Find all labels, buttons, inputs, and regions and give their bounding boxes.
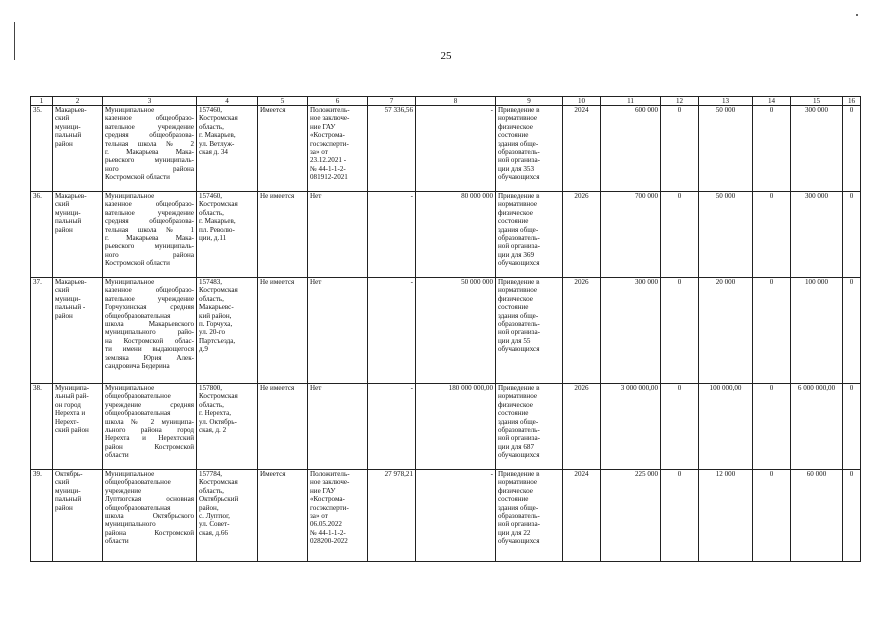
cell-line: рьевского муниципаль- (105, 242, 194, 251)
cell-line: здания обще- (498, 225, 539, 234)
expertise-cell (308, 470, 368, 562)
cell-line: образователь- (498, 320, 540, 329)
cell-line: ное заключе- (310, 478, 350, 487)
cell-line: вательное учреждение (105, 294, 194, 303)
cell-line: область, (199, 208, 224, 217)
cell-line: Октябрьский (199, 495, 239, 504)
cell-line: «Кострома- (310, 131, 345, 140)
cell-line: казенное общеобразо- (105, 114, 194, 123)
cell-line: ская д. 34 (199, 148, 228, 157)
row-number: 39. (31, 470, 53, 562)
cell-line: г. Макарьева Мака- (105, 234, 194, 243)
cell-line: ул. Октябрь- (199, 417, 237, 426)
value-col16: 0 (843, 278, 861, 384)
cell-line: Приведение в (498, 106, 540, 114)
value-col7: - (368, 278, 416, 384)
cell-line: ного района (105, 250, 194, 259)
cell-line: Нерехта и Нерехтский (105, 434, 194, 443)
value-col11: 300 000 (601, 278, 661, 384)
row-number: 38. (31, 384, 53, 470)
cell-line: здания обще- (498, 311, 539, 320)
cell-line: Муниципальное (105, 192, 155, 200)
year-cell: 2024 (563, 470, 601, 562)
cell-line: Муниципа- (55, 384, 90, 392)
value-col13: 50 000 (699, 192, 753, 278)
cell-line: Нерехта и (55, 409, 86, 418)
cell-line: Приведение в (498, 278, 540, 286)
institution-cell (103, 192, 197, 278)
cell-line: ной организа- (498, 156, 540, 165)
design-doc-status: Не имеется (258, 384, 308, 470)
value-col8: 180 000 000,00 (416, 384, 496, 470)
value-col12: 0 (661, 192, 699, 278)
cell-line: школа Макарьевского (105, 320, 194, 329)
cell-line: физическое (498, 208, 533, 217)
table-row (31, 278, 861, 384)
cell-line: вательное учреждение (105, 122, 194, 131)
column-number: 8 (416, 97, 496, 106)
cell-line: Костромская (199, 286, 238, 295)
value-col12: 0 (661, 106, 699, 192)
scan-speck (856, 14, 858, 16)
cell-line: муници- (55, 208, 81, 217)
column-number: 2 (53, 97, 103, 106)
value-col15: 60 000 (791, 470, 843, 562)
cell-line: г. Нерехта, (199, 409, 232, 418)
value-col16: 0 (843, 384, 861, 470)
cell-line: г. Макарьева Мака- (105, 148, 194, 157)
cell-line: Нет (310, 192, 322, 200)
page-number: 25 (440, 50, 452, 62)
cell-line: г. Макарьев, (199, 131, 236, 140)
cell-line: ский (55, 478, 70, 487)
cell-line: физическое (498, 122, 533, 131)
address-cell (197, 106, 258, 192)
cell-line: область, (199, 400, 224, 409)
cell-line: обучающихся (498, 537, 540, 546)
cell-line: № 44-1-1-2- (310, 528, 346, 537)
cell-line: общеобразовательная (105, 409, 171, 418)
cell-line: п. Горчуха, (199, 320, 233, 329)
cell-line: 081912-2021 (310, 173, 348, 182)
cell-line: Макарьевс- (199, 303, 234, 312)
cell-line: пальный - (55, 303, 86, 312)
value-col12: 0 (661, 470, 699, 562)
cell-line: Костромская (199, 392, 238, 401)
cell-line: Приведение в (498, 192, 540, 200)
institution-cell (103, 470, 197, 562)
cell-line: нормативное (498, 478, 538, 487)
column-number: 10 (563, 97, 601, 106)
purpose-cell (496, 384, 563, 470)
expertise-cell (308, 384, 368, 470)
cell-line: ное заключе- (310, 114, 350, 123)
cell-line: физическое (498, 486, 533, 495)
value-col14: 0 (753, 106, 791, 192)
cell-line: района Костромской (105, 528, 194, 537)
year-cell: 2026 (563, 192, 601, 278)
cell-line: обучающихся (498, 451, 540, 460)
cell-line: сандровича Бедерина (105, 362, 170, 371)
cell-line: № 44-1-1-2- (310, 164, 346, 173)
cell-line: район (55, 503, 73, 512)
cell-line: ции для 353 (498, 164, 534, 173)
value-col14: 0 (753, 278, 791, 384)
value-col12: 0 (661, 278, 699, 384)
cell-line: Луптюгская основная (105, 495, 194, 504)
cell-line: д.9 (199, 345, 208, 354)
cell-line: пл. Револю- (199, 225, 235, 234)
year-cell: 2026 (563, 384, 601, 470)
cell-line: ции для 687 (498, 442, 534, 451)
cell-line: учреждение средняя (105, 400, 194, 409)
cell-line: за» от (310, 512, 328, 521)
cell-line: 157460, (199, 106, 223, 114)
cell-line: район Костромской (105, 442, 194, 451)
cell-line: на Костромской облас- (105, 336, 194, 345)
table-row (31, 470, 861, 562)
cell-line: госэксперти- (310, 139, 349, 148)
cell-line: Костромская (199, 478, 238, 487)
cell-line: общеобразовательная (105, 311, 171, 320)
cell-line: Макарьев- (55, 278, 87, 286)
value-col13: 20 000 (699, 278, 753, 384)
cell-line: г. Макарьев, (199, 217, 236, 226)
column-number: 11 (601, 97, 661, 106)
cell-line: области (105, 451, 129, 460)
cell-line: Положитель- (310, 470, 350, 478)
cell-line: Макарьев- (55, 106, 87, 114)
institution-cell (103, 384, 197, 470)
column-number: 6 (308, 97, 368, 106)
cell-line: Нет (310, 278, 322, 286)
cell-line: обучающихся (498, 259, 540, 268)
value-col15: 100 000 (791, 278, 843, 384)
design-doc-status: Не имеется (258, 278, 308, 384)
cell-line: нормативное (498, 286, 538, 295)
table-row (31, 106, 861, 192)
cell-line: Положитель- (310, 106, 350, 114)
value-col8: 80 000 000 (416, 192, 496, 278)
column-number: 15 (791, 97, 843, 106)
cell-line: ции, д.11 (199, 234, 227, 243)
cell-line: физическое (498, 294, 533, 303)
cell-line: муниципального райо- (105, 328, 194, 337)
row-number: 37. (31, 278, 53, 384)
address-cell (197, 470, 258, 562)
cell-line: Макарьев- (55, 192, 87, 200)
cell-line: казенное общеобразо- (105, 286, 194, 295)
cell-line: ская, д.66 (199, 528, 228, 537)
cell-line: ул. Ветлуж- (199, 139, 235, 148)
value-col8: - (416, 470, 496, 562)
cell-line: область, (199, 486, 224, 495)
cell-line: средняя общеобразова- (105, 217, 194, 226)
value-col12: 0 (661, 384, 699, 470)
purpose-cell (496, 192, 563, 278)
cell-line: состояние (498, 217, 529, 226)
cell-line: ский (55, 114, 70, 123)
cell-line: здания обще- (498, 417, 539, 426)
district-cell (53, 192, 103, 278)
cell-line: муници- (55, 122, 81, 131)
cell-line: Нет (310, 384, 322, 392)
table-row (31, 192, 861, 278)
cell-line: Костромская (199, 114, 238, 123)
value-col7: 27 978,21 (368, 470, 416, 562)
column-number: 9 (496, 97, 563, 106)
cell-line: область, (199, 294, 224, 303)
year-cell: 2024 (563, 106, 601, 192)
cell-line: район (55, 225, 73, 234)
value-col15: 300 000 (791, 106, 843, 192)
cell-line: состояние (498, 303, 529, 312)
cell-line: 157800, (199, 384, 223, 392)
cell-line: кий район, (199, 311, 232, 320)
cell-line: общеобразовательная (105, 503, 171, 512)
value-col16: 0 (843, 470, 861, 562)
cell-line: район, (199, 503, 219, 512)
value-col7: - (368, 384, 416, 470)
cell-line: пальный (55, 131, 82, 140)
cell-line: образователь- (498, 426, 540, 435)
cell-line: школа № 2 муниципа- (105, 417, 194, 426)
address-cell (197, 278, 258, 384)
cell-line: льный рай- (55, 392, 89, 401)
cell-line: «Кострома- (310, 495, 345, 504)
value-col13: 12 000 (699, 470, 753, 562)
cell-line: район (55, 311, 73, 320)
address-cell (197, 192, 258, 278)
expertise-cell (308, 192, 368, 278)
value-col16: 0 (843, 106, 861, 192)
cell-line: области (105, 537, 129, 546)
cell-line: казенное общеобразо- (105, 200, 194, 209)
cell-line: Костромская (199, 200, 238, 209)
year-cell: 2026 (563, 278, 601, 384)
cell-line: муниципального (105, 520, 156, 529)
district-cell (53, 278, 103, 384)
value-col14: 0 (753, 192, 791, 278)
expertise-cell (308, 106, 368, 192)
cell-line: ции для 369 (498, 250, 534, 259)
cell-line: 23.12.2021 - (310, 156, 347, 165)
cell-line: ние ГАУ (310, 486, 336, 495)
cell-line: Октябрь- (55, 470, 83, 478)
cell-line: пальный (55, 495, 82, 504)
cell-line: состояние (498, 409, 529, 418)
column-number: 1 (31, 97, 53, 106)
cell-line: пальный (55, 217, 82, 226)
cell-line: нормативное (498, 392, 538, 401)
value-col16: 0 (843, 192, 861, 278)
cell-line: муници- (55, 294, 81, 303)
value-col13: 100 000,00 (699, 384, 753, 470)
cell-line: ние ГАУ (310, 122, 336, 131)
cell-line: ной организа- (498, 242, 540, 251)
value-col14: 0 (753, 470, 791, 562)
cell-line: 06.05.2022 (310, 520, 342, 529)
cell-line: ул. Совет- (199, 520, 230, 529)
design-doc-status: Имеется (258, 106, 308, 192)
cell-line: 157483, (199, 278, 223, 286)
column-number-row (31, 97, 861, 106)
purpose-cell (496, 470, 563, 562)
cell-line: с. Луптюг, (199, 512, 230, 521)
cell-line: состояние (498, 495, 529, 504)
cell-line: Муниципальное (105, 384, 155, 392)
column-number: 7 (368, 97, 416, 106)
cell-line: тельная школа № 2 (105, 139, 194, 148)
cell-line: Костромской области (105, 173, 170, 182)
value-col11: 600 000 (601, 106, 661, 192)
cell-line: он город (55, 400, 81, 409)
table-row (31, 384, 861, 470)
cell-line: нормативное (498, 200, 538, 209)
cell-line: обучающихся (498, 345, 540, 354)
cell-line: ции для 22 (498, 528, 531, 537)
cell-line: ной организа- (498, 434, 540, 443)
cell-line: ной организа- (498, 520, 540, 529)
column-number: 16 (843, 97, 861, 106)
cell-line: нормативное (498, 114, 538, 123)
row-number: 35. (31, 106, 53, 192)
value-col14: 0 (753, 384, 791, 470)
row-number: 36. (31, 192, 53, 278)
cell-line: ул. 20-го (199, 328, 226, 337)
cell-line: ский район (55, 426, 89, 435)
cell-line: образователь- (498, 512, 540, 521)
value-col11: 3 000 000,00 (601, 384, 661, 470)
cell-line: общеобразовательное (105, 478, 171, 487)
district-cell (53, 470, 103, 562)
district-cell (53, 384, 103, 470)
column-number: 13 (699, 97, 753, 106)
column-number: 4 (197, 97, 258, 106)
table-body (31, 106, 861, 562)
cell-line: рьевского муниципаль- (105, 156, 194, 165)
cell-line: физическое (498, 400, 533, 409)
district-cell (53, 106, 103, 192)
cell-line: госэксперти- (310, 503, 349, 512)
cell-line: образователь- (498, 234, 540, 243)
cell-line: Партсъезда, (199, 336, 236, 345)
cell-line: общеобразовательное (105, 392, 171, 401)
cell-line: состояние (498, 131, 529, 140)
address-cell (197, 384, 258, 470)
cell-line: Костромской области (105, 259, 170, 268)
cell-line: ский (55, 200, 70, 209)
cell-line: ной организа- (498, 328, 540, 337)
cell-line: ного района (105, 164, 194, 173)
design-doc-status: Имеется (258, 470, 308, 562)
cell-line: здания обще- (498, 139, 539, 148)
cell-line: ции для 55 (498, 336, 531, 345)
purpose-cell (496, 278, 563, 384)
cell-line: обучающихся (498, 173, 540, 182)
value-col8: - (416, 106, 496, 192)
cell-line: 157784, (199, 470, 223, 478)
cell-line: льного района город (105, 426, 194, 435)
value-col7: 57 336,56 (368, 106, 416, 192)
cell-line: земляка Юрия Алек- (105, 353, 194, 362)
purpose-cell (496, 106, 563, 192)
institution-cell (103, 278, 197, 384)
cell-line: Муниципальное (105, 470, 155, 478)
cell-line: Горчухинская средняя (105, 303, 194, 312)
cell-line: район (55, 139, 73, 148)
cell-line: 157460, (199, 192, 223, 200)
cell-line: ский (55, 286, 70, 295)
expertise-cell (308, 278, 368, 384)
value-col7: - (368, 192, 416, 278)
value-col13: 50 000 (699, 106, 753, 192)
cell-line: Нерехт- (55, 417, 79, 426)
object-register-table (30, 96, 861, 562)
cell-line: Приведение в (498, 470, 540, 478)
cell-line: за» от (310, 148, 328, 157)
cell-line: школа Октябрьского (105, 512, 194, 521)
cell-line: средняя общеобразова- (105, 131, 194, 140)
value-col15: 300 000 (791, 192, 843, 278)
design-doc-status: Не имеется (258, 192, 308, 278)
column-number: 14 (753, 97, 791, 106)
cell-line: муници- (55, 486, 81, 495)
value-col11: 225 000 (601, 470, 661, 562)
cell-line: ская, д. 2 (199, 426, 227, 435)
cell-line: тельная школа № 1 (105, 225, 194, 234)
cell-line: Муниципальное (105, 278, 155, 286)
value-col11: 700 000 (601, 192, 661, 278)
value-col15: 6 000 000,00 (791, 384, 843, 470)
cell-line: область, (199, 122, 224, 131)
institution-cell (103, 106, 197, 192)
cell-line: 028200-2022 (310, 537, 348, 546)
column-number: 5 (258, 97, 308, 106)
cell-line: здания обще- (498, 503, 539, 512)
value-col8: 50 000 000 (416, 278, 496, 384)
cell-line: учреждение (105, 486, 142, 495)
cell-line: ти имени выдающегося (105, 345, 194, 354)
cell-line: Муниципальное (105, 106, 155, 114)
cell-line: образователь- (498, 148, 540, 157)
cell-line: Приведение в (498, 384, 540, 392)
column-number: 3 (103, 97, 197, 106)
column-number: 12 (661, 97, 699, 106)
cell-line: вательное учреждение (105, 208, 194, 217)
